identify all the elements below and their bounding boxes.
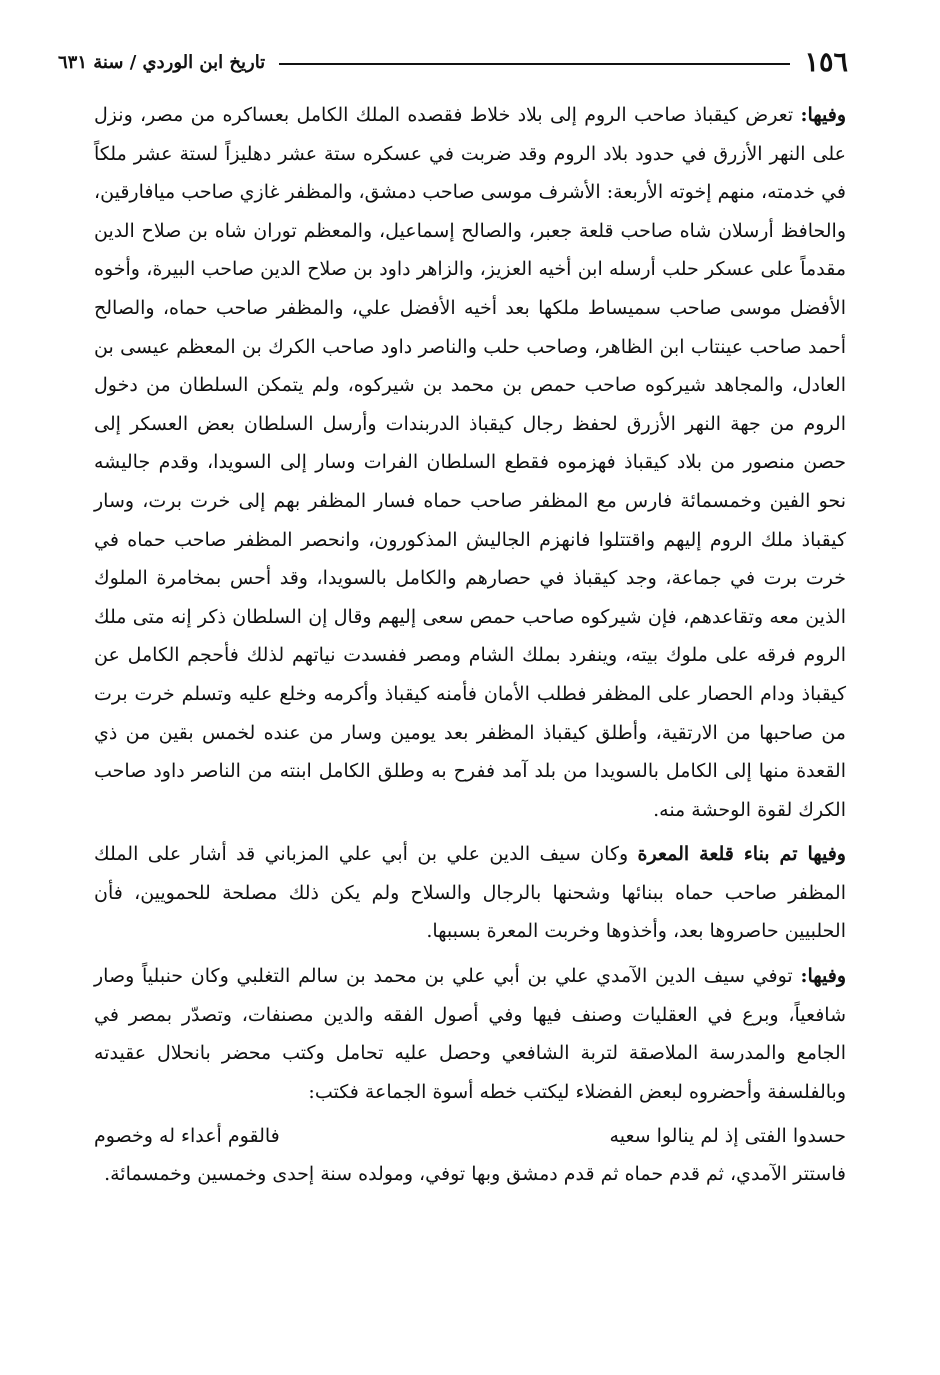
paragraph-text: توفي سيف الدين الآمدي علي بن أبي علي بن محمد بن سالم التغلبي وكان حنبلياً وصار شافعياً، وبرع في العقليات وصنف فيها وفي أصول الفقه والدين مصنفات، وتصدّر بمصر في الجامع والمدرسة الملاصقة لتربة الشافعي وحصل عليه تحامل وكتب محضر بانحلال عقيدته وبالفلسفة وأحضروه لبعض الفضلاء ليكتب خطه أسوة الجماعة فكتب: (94, 965, 846, 1103)
verse-second-hemistich: فالقوم أعداء له وخصوم (94, 1125, 280, 1148)
header-rule (279, 63, 790, 65)
paragraph (94, 957, 846, 1111)
closing-paragraph (94, 1155, 846, 1194)
paragraph-lead: وفيها تم بناء قلعة المعرة (637, 843, 846, 866)
page-header (58, 42, 848, 82)
body-text (94, 96, 846, 1200)
running-title: تاريخ ابن الوردي / سنة ٦٣١ (58, 51, 266, 73)
paragraph-text: فاستتر الآمدي، ثم قدم حماه ثم قدم دمشق وبها توفي، ومولده سنة إحدى وخمسين وخمسمائة. (104, 1163, 846, 1186)
paragraph-text: تعرض كيقباذ صاحب الروم إلى بلاد خلاط فقصده الملك الكامل بعساكره من مصر، ونزل على النهر الأزرق في حدود بلاد الروم وقد ضربت في عسكره ستة عشر دهليزاً لستة عشر ملكاً في خدمته، منهم إخوته الأربعة: الأشرف موسى صاحب دمشق، والمظفر غازي صاحب ميافارقين، والحافظ أرسلان شاه صاحب قلعة جعبر، والصالح إسماعيل، والمعظم توران شاه بن صلاح الدين مقدماً على عسكر حلب أرسله ابن أخيه العزيز، والزاهر داود بن صلاح الدين صاحب البيرة، وأخوه الأفضل موسى صاحب سميساط ملكها بعد أخيه الأفضل علي، والمظفر صاحب حماه، والصالح أحمد صاحب عينتاب ابن الظاهر، وصاحب حلب والناصر داود صاحب الكرك بن المعظم عيسى بن العادل، والمجاهد شيركوه صاحب حمص بن محمد بن شيركوه، ولم يتمكن السلطان من دخول الروم من جهة النهر الأزرق لحفظ رجال كيقباذ الدربندات وأرسل السلطان بعض العسكر إلى حصن منصور من بلاد كيقباذ فهزموه فقطع السلطان الفرات وسار إلى السويدا، وقدم جاليشه نحو الفين وخمسمائة فارس مع المظفر صاحب حماه فسار المظفر بهم إلى خرت برت، وسار كيقباذ ملك الروم إليهم واقتتلوا فانهزم الجاليش المذكورون، وانحصر المظفر صاحب حماه في خرت برت في جماعة، وجد كيقباذ في حصارهم والكامل بالسويدا، وقد أحس بمخامرة الملوك الذين معه وتقاعدهم، فإن شيركوه صاحب حمص سعى إليهم وقال إن السلطان ذكر إنه متى ملك الروم فرقه على ملوك بيته، وينفرد بملك الشام ومصر ففسدت نياتهم لذلك فأحجم الكامل عن كيقباذ ودام الحصار على المظفر فطلب الأمان فأمنه كيقباذ وأكرمه وخلع عليه وتسلم خرت برت من صاحبها من الارتقية، وأطلق كيقباذ المظفر بعد يومين وسار من عنده لخمس بقين من ذي القعدة منها إلى الكامل بالسويدا من بلد آمد ففرح به وطلق الكامل ابنته من الناصر داود صاحب الكرك لقوة الوحشة منه. (94, 104, 846, 821)
paragraph-lead: وفيها: (800, 104, 846, 126)
paragraph-lead: وفيها: (800, 965, 846, 988)
paragraph-text: وكان سيف الدين علي بن أبي علي المزباني قد أشار على الملك المظفر صاحب حماه ببنائها وشحنها بالرجال والسلاح ولم يكن ذلك مصلحة للحمويين، فأن الحلبيين حاصروها بعد، وأخذوها وخربت المعرة بسببها. (94, 843, 846, 943)
paragraph (94, 835, 846, 951)
page-number: ١٥٦ (804, 46, 848, 78)
verse-first-hemistich: حسدوا الفتى إذ لم ينالوا سعيه (609, 1125, 846, 1148)
paragraph (94, 96, 846, 829)
poem-verse (94, 1117, 846, 1155)
